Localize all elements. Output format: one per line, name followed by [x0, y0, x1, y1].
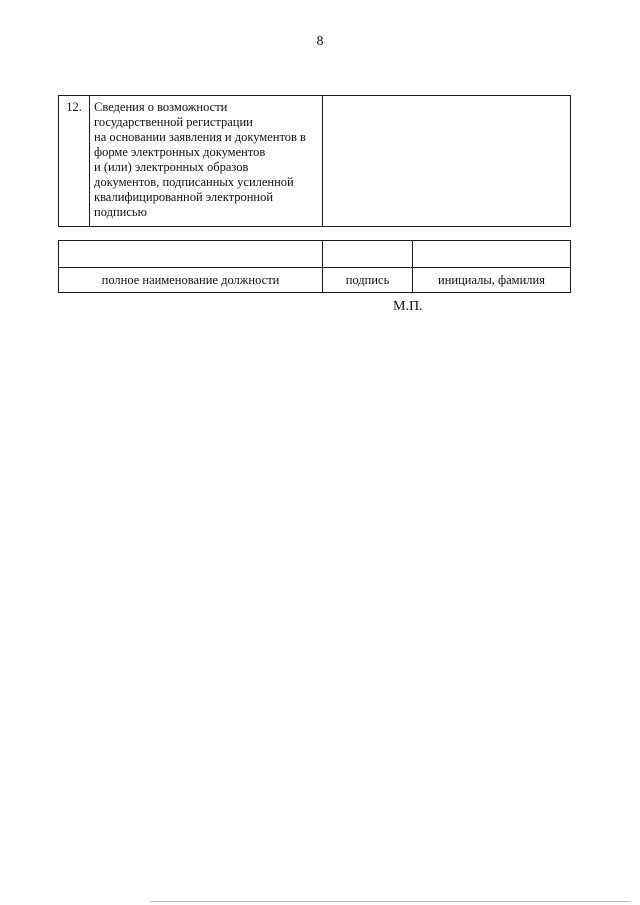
label-line: форме электронных документов [94, 145, 266, 159]
label-line: Сведения о возможности [94, 100, 228, 114]
signature-caption: подпись [323, 268, 413, 293]
page-number: 8 [316, 34, 324, 49]
info-table [58, 95, 571, 227]
label-line: документов, подписанных усиленной [94, 175, 294, 189]
stamp-place: М.П. [393, 299, 423, 314]
label-line: квалифицированной электронной [94, 190, 274, 204]
position-caption: полное наименование должности [59, 268, 323, 293]
table-row [59, 96, 571, 227]
row-number: 12. [59, 96, 90, 227]
label-line: и (или) электронных образов [94, 160, 249, 174]
label-line: на основании заявления и документов в [94, 130, 306, 144]
label-line: подписью [94, 205, 147, 219]
table-row [59, 268, 571, 293]
row-label [90, 96, 323, 227]
position-field [59, 241, 323, 268]
scan-edge-line [150, 901, 630, 902]
signature-table [58, 240, 571, 293]
label-line: государственной регистрации [94, 115, 253, 129]
row-value [323, 96, 571, 227]
signature-field [323, 241, 413, 268]
name-caption: инициалы, фамилия [413, 268, 571, 293]
table-row [59, 241, 571, 268]
name-field [413, 241, 571, 268]
